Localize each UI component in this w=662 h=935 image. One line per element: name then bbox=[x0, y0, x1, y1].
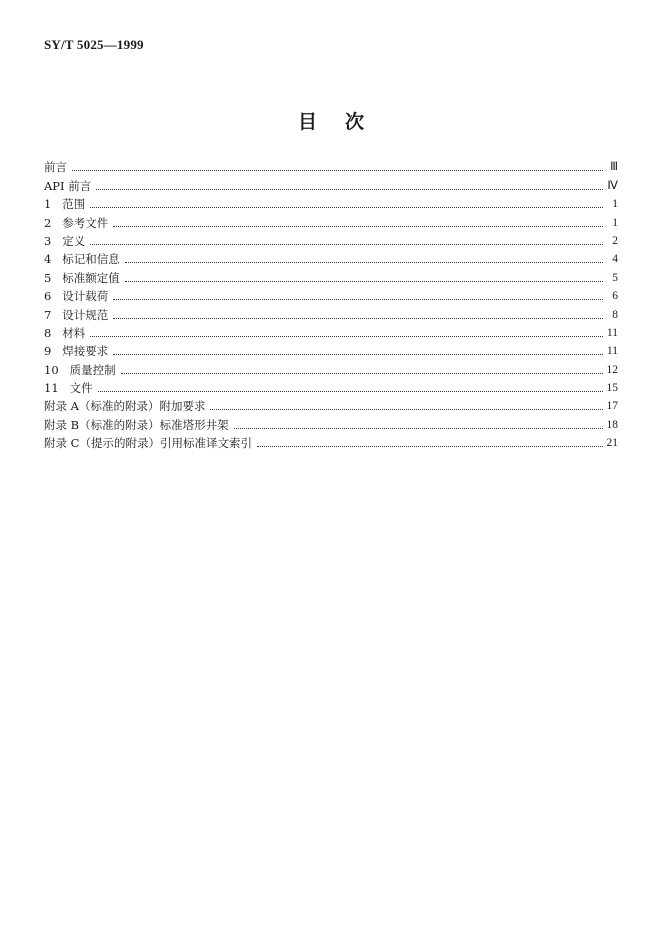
leader-dots bbox=[72, 169, 603, 171]
leader-dots bbox=[90, 206, 603, 208]
toc-entry[interactable] bbox=[44, 413, 618, 431]
toc-entry[interactable] bbox=[44, 395, 618, 413]
page-title bbox=[0, 107, 662, 134]
toc-entry[interactable] bbox=[44, 303, 618, 321]
toc-entry-label: 10 质量控制 bbox=[44, 362, 116, 377]
toc-entry[interactable] bbox=[44, 358, 618, 376]
toc-entry[interactable] bbox=[44, 340, 618, 358]
toc-entry-label: 附录 A（标准的附录）附加要求 bbox=[44, 399, 206, 414]
leader-dots bbox=[113, 317, 603, 319]
toc-entry[interactable] bbox=[44, 377, 618, 395]
title-part-2: 次 bbox=[345, 111, 365, 133]
toc-entry-label: 2 参考文件 bbox=[44, 215, 109, 230]
toc-entry-label: 7 设计规范 bbox=[44, 307, 109, 322]
toc-entry-page: 15 bbox=[606, 382, 618, 395]
toc-entry[interactable] bbox=[44, 248, 618, 266]
toc-entry-label: 附录 B（标准的附录）标准塔形井架 bbox=[44, 417, 229, 432]
toc-entry-label: 前言 bbox=[44, 160, 67, 175]
toc-entry-page: 12 bbox=[606, 363, 618, 376]
toc-entry-page: Ⅳ bbox=[607, 179, 618, 192]
toc-entry-label: 附录 C（提示的附录）引用标准译文索引 bbox=[44, 436, 252, 451]
toc-entry[interactable] bbox=[44, 322, 618, 340]
toc-entry-page: 18 bbox=[606, 418, 618, 431]
toc-entry-page: 17 bbox=[606, 400, 618, 413]
toc-entry[interactable] bbox=[44, 211, 618, 229]
toc-entry-page: 1 bbox=[612, 216, 618, 229]
toc-entry-label: 3 定义 bbox=[44, 233, 86, 248]
toc-entry-page: 2 bbox=[612, 234, 618, 247]
toc-entry-label: API 前言 bbox=[44, 178, 92, 193]
table-of-contents bbox=[44, 156, 618, 450]
toc-entry[interactable] bbox=[44, 156, 618, 174]
leader-dots bbox=[234, 427, 603, 429]
toc-entry-label: 4 标记和信息 bbox=[44, 252, 120, 267]
leader-dots bbox=[257, 445, 603, 447]
toc-entry-page: 4 bbox=[612, 253, 618, 266]
leader-dots bbox=[113, 298, 603, 300]
toc-entry[interactable] bbox=[44, 230, 618, 248]
toc-entry-label: 6 设计载荷 bbox=[44, 289, 109, 304]
leader-dots bbox=[98, 390, 603, 392]
toc-entry-page: 1 bbox=[612, 198, 618, 211]
toc-entry[interactable] bbox=[44, 193, 618, 211]
leader-dots bbox=[113, 353, 603, 355]
toc-entry-label: 9 焊接要求 bbox=[44, 344, 109, 359]
toc-entry-label: 8 材料 bbox=[44, 325, 86, 340]
toc-entry-label: 5 标准额定值 bbox=[44, 270, 120, 285]
leader-dots bbox=[210, 408, 603, 410]
leader-dots bbox=[96, 188, 603, 190]
toc-entry-page: Ⅲ bbox=[610, 161, 618, 174]
toc-entry-label: 11 文件 bbox=[44, 381, 93, 396]
toc-entry[interactable] bbox=[44, 266, 618, 284]
leader-dots bbox=[125, 261, 603, 263]
leader-dots bbox=[121, 372, 603, 374]
toc-entry-page: 21 bbox=[606, 437, 618, 450]
toc-entry-page: 11 bbox=[606, 326, 618, 339]
toc-entry[interactable] bbox=[44, 432, 618, 450]
title-part-1: 目 bbox=[297, 111, 317, 133]
toc-entry-page: 11 bbox=[606, 345, 618, 358]
toc-entry-page: 5 bbox=[612, 271, 618, 284]
standard-code: SY/T 5025—1999 bbox=[44, 37, 144, 52]
leader-dots bbox=[90, 335, 603, 337]
leader-dots bbox=[113, 225, 603, 227]
toc-entry-label: 1 范围 bbox=[44, 197, 86, 212]
toc-entry[interactable] bbox=[44, 285, 618, 303]
toc-entry-page: 6 bbox=[612, 290, 618, 303]
leader-dots bbox=[90, 243, 603, 245]
toc-entry[interactable] bbox=[44, 174, 618, 192]
toc-entry-page: 8 bbox=[612, 308, 618, 321]
leader-dots bbox=[125, 280, 603, 282]
